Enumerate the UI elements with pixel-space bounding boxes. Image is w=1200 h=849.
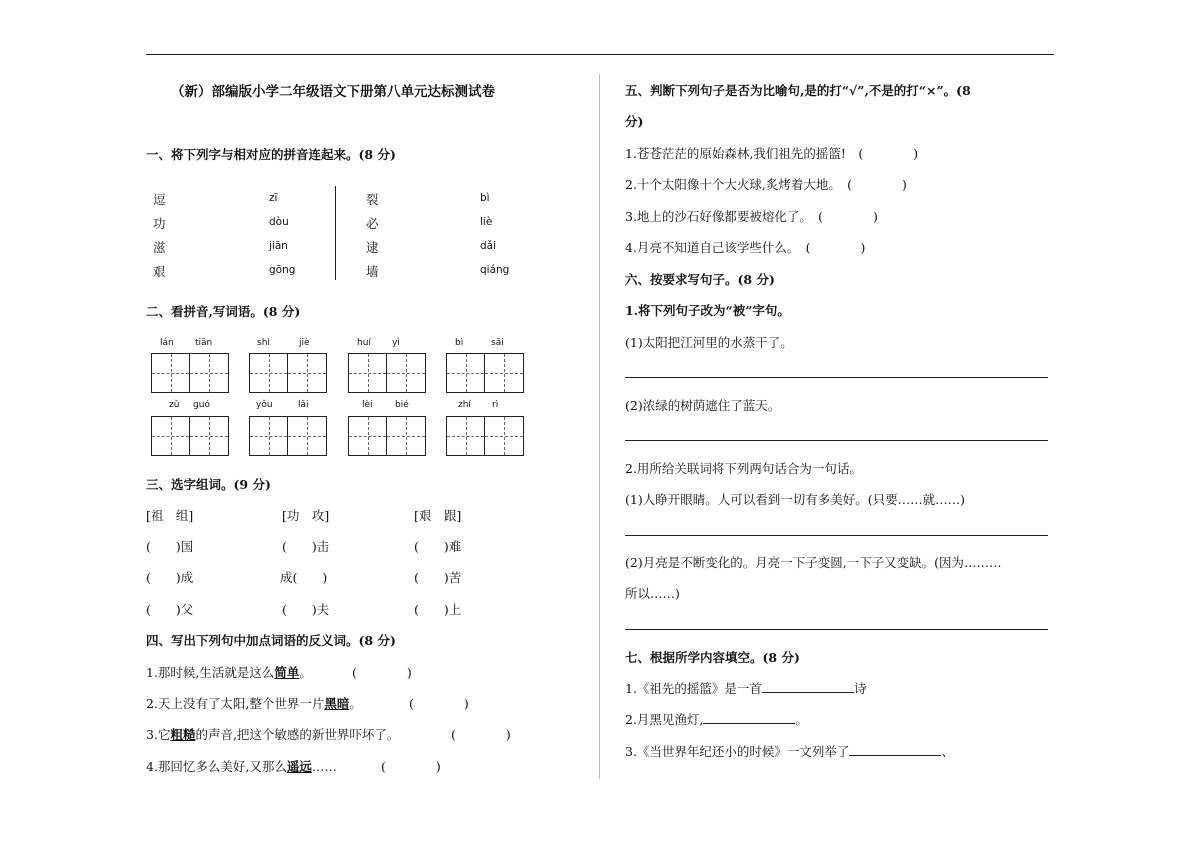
writing-grid[interactable] <box>151 353 229 393</box>
writing-grid[interactable] <box>446 416 524 456</box>
char-item: 墙 <box>366 264 379 279</box>
dotted-word: 黑暗 <box>324 696 350 711</box>
pinyin-item: liè <box>480 216 493 228</box>
antonym-question: 4.那回忆多么美好,又那么遥远…… <box>146 759 337 774</box>
matching-divider <box>335 186 336 280</box>
top-rule <box>146 54 1054 55</box>
section-3-heading: 三、选字组词。(9 分) <box>146 477 271 492</box>
char-group: [艰 跟] <box>414 508 462 523</box>
blank-line[interactable] <box>703 712 795 724</box>
pinyin-label: sāi <box>491 338 504 348</box>
pinyin-item: gōng <box>269 264 296 276</box>
fill-blank[interactable]: ( )成 <box>146 570 194 585</box>
section-5-heading-cont: 分) <box>625 114 644 129</box>
pinyin-label: lán <box>160 338 174 348</box>
fill-question: 1.《祖先的摇篮》是一首 诗 <box>625 681 867 696</box>
answer-paren[interactable]: ( ) <box>352 665 412 680</box>
char-group: [祖 组] <box>146 508 194 523</box>
fill-blank[interactable]: ( )国 <box>146 539 194 554</box>
pinyin-label: huí <box>357 338 371 348</box>
char-item: 逗 <box>153 192 166 207</box>
antonym-question: 2.天上没有了太阳,整个世界一片黑暗。 <box>146 696 362 711</box>
fill-blank[interactable]: ( )击 <box>282 539 330 554</box>
column-divider <box>599 74 600 779</box>
pinyin-label: rì <box>492 400 499 410</box>
char-item: 功 <box>153 216 166 231</box>
pinyin-label: lǎi <box>298 400 309 410</box>
fill-blank[interactable]: ( )夫 <box>282 602 330 617</box>
section-6-heading: 六、按要求写句子。(8 分) <box>625 272 775 287</box>
subquestion: 2.用所给关联词将下列两句话合为一句话。 <box>625 461 862 476</box>
pinyin-label: lèi <box>362 400 373 410</box>
fill-blank[interactable]: 成( ) <box>280 570 328 585</box>
pinyin-label: jiè <box>299 338 310 348</box>
pinyin-item: qiáng <box>480 264 510 276</box>
answer-line[interactable] <box>625 377 1048 378</box>
fill-blank[interactable]: ( )难 <box>414 539 462 554</box>
pinyin-item: bì <box>480 192 490 204</box>
blank-line[interactable] <box>762 681 854 693</box>
writing-grid[interactable] <box>151 416 229 456</box>
pinyin-label: zhí <box>458 400 471 410</box>
char-item: 必 <box>366 216 379 231</box>
answer-line[interactable] <box>625 440 1048 441</box>
answer-paren[interactable]: ( ) <box>409 696 469 711</box>
writing-grid[interactable] <box>348 353 426 393</box>
page-title: （新）部编版小学二年级语文下册第八单元达标测试卷 <box>171 84 495 100</box>
section-4-heading: 四、写出下列句中加点词语的反义词。(8 分) <box>146 633 396 648</box>
char-item: 裂 <box>366 192 379 207</box>
section-2-heading: 二、看拼音,写词语。(8 分) <box>146 304 301 319</box>
sentence-prompt: (1)太阳把江河里的水蒸干了。 <box>625 335 793 350</box>
writing-grid[interactable] <box>249 353 327 393</box>
section-1-heading: 一、将下列字与相对应的拼音连起来。(8 分) <box>146 147 396 162</box>
fill-blank[interactable]: ( )父 <box>146 602 194 617</box>
blank-line[interactable] <box>849 744 941 756</box>
judge-item[interactable]: 2.十个太阳像十个大火球,炙烤着大地。 ( ) <box>625 177 907 192</box>
writing-grid[interactable] <box>446 353 524 393</box>
pinyin-label: yǒu <box>256 400 273 410</box>
fill-question: 2.月黑见渔灯, 。 <box>625 712 808 727</box>
pinyin-label: bì <box>455 338 464 348</box>
sentence-prompt: (2)月亮是不断变化的。月亮一下子变圆,一下子又变缺。(因为……… <box>625 555 1002 570</box>
pinyin-item: dǎi <box>480 240 497 252</box>
char-item: 滋 <box>153 240 166 255</box>
fill-question: 3.《当世界年纪还小的时候》一文列举了 、 <box>625 744 954 759</box>
dotted-word: 粗糙 <box>170 727 196 742</box>
sentence-prompt: (1)人睁开眼睛。人可以看到一切有多美好。(只要……就……) <box>625 492 965 507</box>
answer-paren[interactable]: ( ) <box>381 759 441 774</box>
pinyin-item: jiān <box>269 240 288 252</box>
sentence-prompt-cont: 所以……) <box>625 586 680 601</box>
subquestion: 1.将下列句子改为“被”字句。 <box>625 303 790 318</box>
char-item: 艰 <box>153 264 166 279</box>
judge-item[interactable]: 4.月亮不知道自己该学些什么。 ( ) <box>625 240 866 255</box>
pinyin-label: shì <box>257 338 270 348</box>
answer-paren[interactable]: ( ) <box>451 727 511 742</box>
pinyin-label: yì <box>392 338 400 348</box>
dotted-word: 简单 <box>274 665 300 680</box>
answer-line[interactable] <box>625 629 1048 630</box>
pinyin-label: zǔ <box>169 400 180 410</box>
pinyin-label: guó <box>193 400 210 410</box>
fill-blank[interactable]: ( )上 <box>414 602 462 617</box>
judge-item[interactable]: 3.地上的沙石好像都要被熔化了。 ( ) <box>625 209 878 224</box>
writing-grid[interactable] <box>348 416 426 456</box>
antonym-question: 3.它粗糙的声音,把这个敏感的新世界吓坏了。 <box>146 727 400 742</box>
antonym-question: 1.那时候,生活就是这么简单。 <box>146 665 312 680</box>
pinyin-item: dòu <box>269 216 289 228</box>
answer-line[interactable] <box>625 535 1048 536</box>
section-5-heading: 五、判断下列句子是否为比喻句,是的打“√”,不是的打“×”。(8 <box>625 83 971 98</box>
sentence-prompt: (2)浓绿的树荫遮住了蓝天。 <box>625 398 781 413</box>
dotted-word: 遥远 <box>286 759 312 774</box>
fill-blank[interactable]: ( )苦 <box>414 570 462 585</box>
judge-item[interactable]: 1.苍苍茫茫的原始森林,我们祖先的摇篮! ( ) <box>625 146 919 161</box>
pinyin-label: tiān <box>195 338 213 348</box>
char-group: [功 攻] <box>282 508 330 523</box>
writing-grid[interactable] <box>249 416 327 456</box>
char-item: 逮 <box>366 240 379 255</box>
section-7-heading: 七、根据所学内容填空。(8 分) <box>625 650 800 665</box>
pinyin-item: zī <box>269 192 278 204</box>
pinyin-label: bié <box>395 400 409 410</box>
